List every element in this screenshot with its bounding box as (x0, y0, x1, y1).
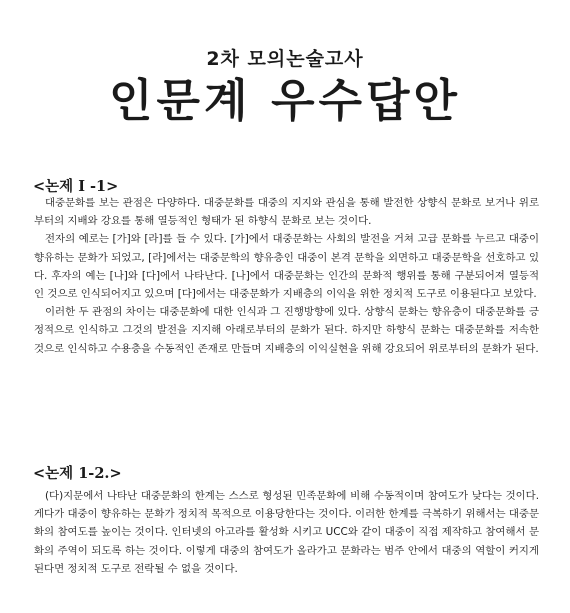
exam-title: 2차 모의논술고사 (206, 48, 364, 70)
section-heading-1: <논제 I -1> (33, 178, 119, 195)
paragraph: (다)지문에서 나타난 대중문화의 한계는 스스로 형성된 민족문화에 비해 수동적이며 참여도가 낮다는 것이다. 게다가 대중이 향유하는 문화가 정치적 목적으로 이용당한다는 것이다. 이러한 한계를 극복하기 위해서는 대중문화의 참여도를 높이는 것이다. 인터넷의 아고라를 활성화 시키고 UCC와 같이 대중이 직접 제작하고 참여해서 문화의 주역이 되도록 하는 것이다. 이렇게 대중의 참여도가 올라가고 문화라는 범주 안에서 대중의 역할이 커지게 된다면 정치적 도구로 전락될 수 없을 것이다. (34, 490, 539, 575)
page-title: 인문계 우수답안 (109, 74, 461, 127)
section-heading-2: <논제 1-2.> (33, 465, 122, 482)
section-body-1 (34, 194, 539, 358)
section-body-2 (34, 487, 539, 578)
paragraph: 이러한 두 관점의 차이는 대중문화에 대한 인식과 그 진행방향에 있다. 상향식 문화는 향유층이 대중문화를 긍정적으로 인식하고 그것의 발전을 지지해 아래로부터의 문화가 된다. 하지만 하향식 문화는 대중문화를 저속한 것으로 인식하고 수용층을 수동적인 존재로 만들며 지배층의 이익실현을 위해 강요되어 위로부터의 문화가 된다. (34, 306, 539, 355)
paragraph: 대중문화를 보는 관점은 다양하다. 대중문화를 대중의 지지와 관심을 통해 발전한 상향식 문화로 보거나 위로부터의 지배와 강요를 통해 열등적인 형태가 된 하향식 문화로 보는 것이다. (34, 197, 539, 228)
paragraph: 전자의 예로는 [가]와 [라]를 들 수 있다. [가]에서 대중문화는 사회의 발전을 거쳐 고급 문화를 누르고 대중이 향유하는 문화가 되었고, [라]에서는 대중문학의 향유층인 대중이 본격 문학을 외면하고 대중문학을 선호하고 있다. 후자의 예는 [나]와 [다]에서 나타난다. [나]에서 대중문화는 인간의 문화적 행위를 통해 구분되어져 열등적인 것으로 인식되어지고 있으며 [다]에서는 대중문화가 지배층의 이익을 위한 정치적 도구로 이용된다고 보았다. (34, 233, 539, 301)
